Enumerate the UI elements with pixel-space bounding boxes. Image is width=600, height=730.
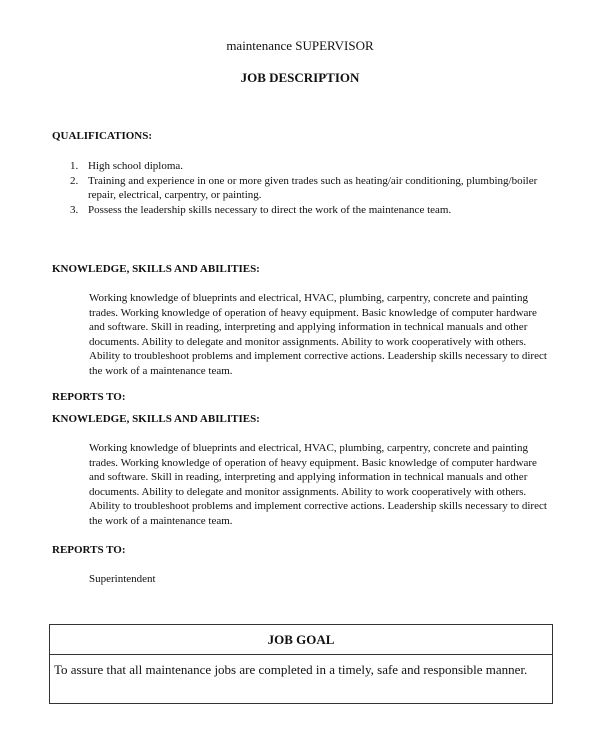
job-goal-heading: JOB GOAL bbox=[50, 625, 552, 655]
ksa-heading-2: KNOWLEDGE, SKILLS AND ABILITIES: bbox=[52, 413, 260, 425]
job-goal-box bbox=[49, 624, 553, 704]
list-item-number: 3. bbox=[70, 203, 79, 216]
ksa-paragraph-2: Working knowledge of blueprints and electrical, HVAC, plumbing, carpentry, concrete and painting trades. Working knowledge of operation of heavy equipment. Basic knowledge of computer hardware and software. Skill in reading, interpreting and applying information in technical manuals and other documents. Ability to delegate and monitor assignments. Ability to work cooperatively with others. Ability to troubleshoot problems and implement corrective actions. Leadership skills necessary to direct the work of a maintenance team. bbox=[89, 442, 547, 527]
list-item bbox=[70, 174, 540, 203]
list-item-number: 2. bbox=[70, 174, 79, 187]
document-subtitle: JOB DESCRIPTION bbox=[240, 70, 360, 85]
job-goal-text: To assure that all maintenance jobs are completed in a timely, safe and responsible manner. bbox=[54, 662, 528, 677]
list-item-text: Training and experience in one or more given trades such as heating/air conditioning, plumbing/boiler repair, electrical, carpentry, or painting. bbox=[88, 174, 538, 201]
reports-to-heading-2: REPORTS TO: bbox=[52, 544, 126, 556]
list-item-text: Possess the leadership skills necessary to direct the work of the maintenance team. bbox=[88, 203, 452, 216]
qualifications-heading: QUALIFICATIONS: bbox=[52, 130, 153, 142]
list-item-number: 1. bbox=[70, 160, 79, 172]
list-item bbox=[70, 159, 540, 174]
ksa-heading-1: KNOWLEDGE, SKILLS AND ABILITIES: bbox=[52, 263, 260, 275]
reports-to-value: Superintendent bbox=[89, 573, 156, 585]
reports-to-heading-1: REPORTS TO: bbox=[52, 391, 126, 403]
document-title: maintenance SUPERVISOR bbox=[226, 38, 374, 53]
ksa-paragraph-1: Working knowledge of blueprints and electrical, HVAC, plumbing, carpentry, concrete and painting trades. Working knowledge of operation of heavy equipment. Basic knowledge of computer hardware and software. Skill in reading, interpreting and applying information in technical manuals and other documents. Ability to delegate and monitor assignments. Ability to work cooperatively with others. Ability to troubleshoot problems and implement corrective actions. Leadership skills necessary to direct the work of a maintenance team. bbox=[89, 292, 547, 377]
list-item-text: High school diploma. bbox=[88, 160, 184, 172]
list-item bbox=[70, 203, 540, 218]
qualifications-list bbox=[70, 159, 540, 217]
